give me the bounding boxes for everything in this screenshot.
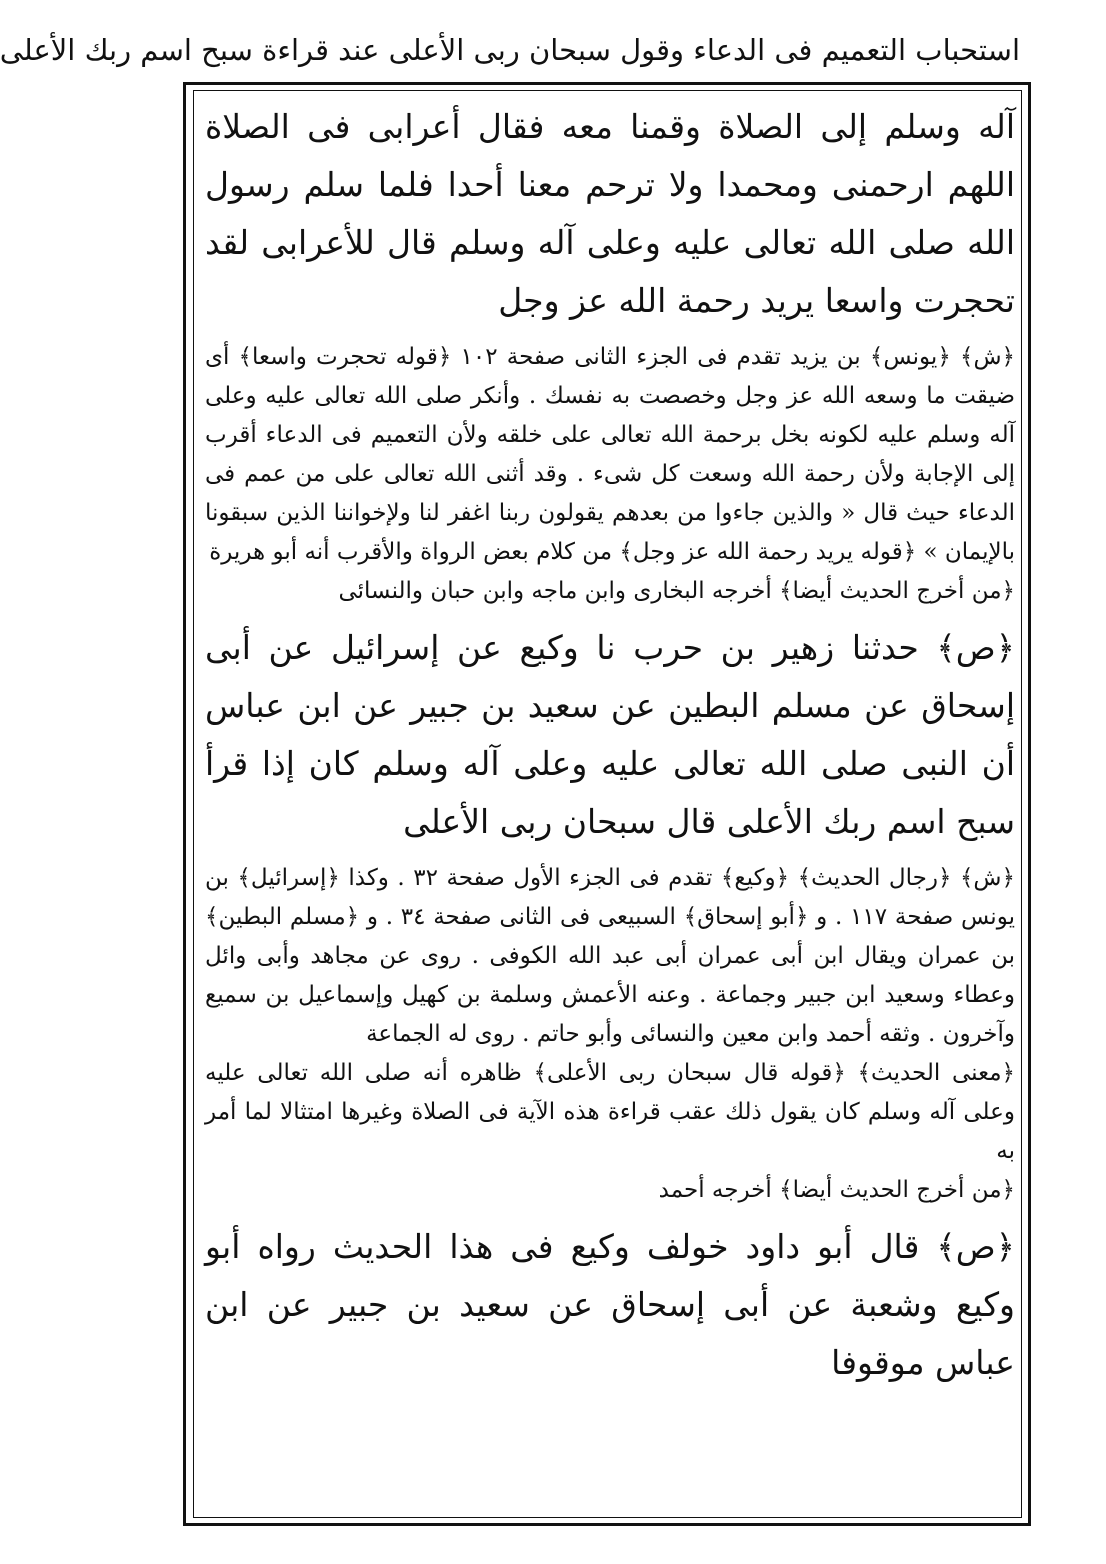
page-body bbox=[205, 98, 1015, 1392]
takhrij-note: ﴿من أخرج الحديث أيضا﴾ أخرجه البخارى وابن ماجه وابن حبان والنسائى bbox=[338, 578, 1015, 604]
page-header bbox=[0, 24, 1020, 76]
takhrij-note: ﴿من أخرج الحديث أيضا﴾ أخرجه أحمد bbox=[658, 1177, 1015, 1203]
hadith-text: آله وسلم إلى الصلاة وقمنا معه فقال أعرابى فى الصلاة اللهم ارحمنى ومحمدا ولا ترحم معنا أحدا فلما سلم رسول الله صلى الله تعالى عليه وعلى آله وسلم قال للأعرابى لقد تحجرت واسعا يريد رحمة الله عز وجل bbox=[205, 107, 1015, 320]
sharh-commentary: ﴿ش﴾ ﴿يونس﴾ بن يزيد تقدم فى الجزء الثانى صفحة ١٠٢ ﴿قوله تحجرت واسعا﴾ أى ضيقت ما وسعه الله عز وجل وخصصت به نفسك . وأنكر صلى الله تعالى عليه وعلى آله وسلم عليه لكونه بخل برحمة الله تعالى على خلقه ولأن التعميم فى الدعاء أقرب إلى الإجابة ولأن رحمة الله وسعت كل شىء . وقد أثنى الله تعالى على من عمم فى الدعاء حيث قال « والذين جاءوا من بعدهم يقولون ربنا اغفر لنا ولإخواننا الذين سبقونا بالإيمان » ﴿قوله يريد رحمة الله عز وجل﴾ من كلام بعض الرواة والأقرب أنه أبو هريرة bbox=[205, 344, 1015, 565]
hadith-text: ﴿ص﴾ قال أبو داود خولف وكيع فى هذا الحديث رواه أبو وكيع وشعبة عن أبى إسحاق عن سعيد بن جبير عن ابن عباس موقوفا bbox=[205, 1227, 1015, 1382]
hadith-meaning: ﴿معنى الحديث﴾ ﴿قوله قال سبحان ربى الأعلى﴾ ظاهره أنه صلى الله تعالى عليه وعلى آله وسلم كان يقول ذلك عقب قراءة هذه الآية فى الصلاة وغيرها امتثالا لما أمر به bbox=[205, 1060, 1015, 1164]
chapter-title: استحباب التعميم فى الدعاء وقول سبحان ربى الأعلى عند قراءة سبح اسم ربك الأعلى bbox=[0, 33, 1020, 67]
sharh-commentary: ﴿ش﴾ ﴿رجال الحديث﴾ ﴿وكيع﴾ تقدم فى الجزء الأول صفحة ٣٢ . وكذا ﴿إسرائيل﴾ بن يونس صفحة ١١٧ . و ﴿أبو إسحاق﴾ السبيعى فى الثانى صفحة ٣٤ . و ﴿مسلم البطين﴾ بن عمران ويقال ابن أبى عمران أبى عبد الله الكوفى . روى عن مجاهد وأبى وائل وعطاء وسعيد ابن جبير وجماعة . وعنه الأعمش وسلمة بن كهيل وإسماعيل بن سميع وآخرون . وثقه أحمد وابن معين والنسائى وأبو حاتم . روى له الجماعة bbox=[205, 865, 1015, 1047]
hadith-text: ﴿ص﴾ حدثنا زهير بن حرب نا وكيع عن إسرائيل عن أبى إسحاق عن مسلم البطين عن سعيد بن جبير عن ابن عباس أن النبى صلى الله تعالى عليه وعلى آله وسلم كان إذا قرأ سبح اسم ربك الأعلى قال سبحان ربى الأعلى bbox=[205, 628, 1015, 841]
